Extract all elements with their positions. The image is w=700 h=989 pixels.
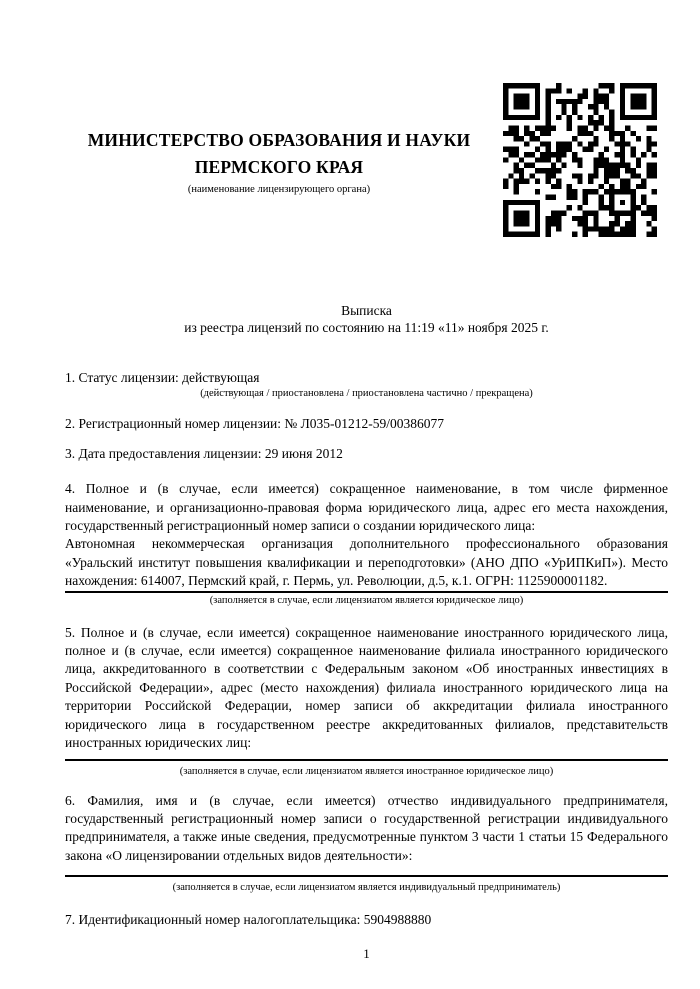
document-title-block xyxy=(65,302,668,336)
item-individual-entrepreneur xyxy=(65,792,668,895)
foreign-entity-fill-line xyxy=(65,753,668,761)
taxpayer-number-text: 7. Идентификационный номер налогоплательщика: 5904988880 xyxy=(65,912,432,928)
legal-entity-note: (заполняется в случае, если лицензиатом является юридическое лицо) xyxy=(209,594,524,606)
document-title: Выписка xyxy=(341,303,392,318)
ministry-name xyxy=(63,127,495,181)
item-license-date xyxy=(65,445,668,463)
ministry-name-line1: МИНИСТЕРСТВО ОБРАЗОВАНИЯ И НАУКИ xyxy=(87,130,471,150)
document-subtitle: из реестра лицензий по состоянию на 11:19 «11» ноября 2025 г. xyxy=(184,320,549,335)
legal-entity-value: Автономная некоммерческая организация дополнительного профессионального образования «Уральский институт повышения квалификации и переподготовки» (АНО ДПО «УрИПКиП»). Место нахождения: 614007, Пермский край, г. Пермь, ул. Революции, д.5, к.1. ОГРН: 1125900001182. xyxy=(65,535,668,592)
page-number: 1 xyxy=(363,945,370,961)
ministry-name-line2: ПЕРМСКОГО КРАЯ xyxy=(194,157,364,177)
individual-entrepreneur-note: (заполняется в случае, если лицензиатом является индивидуальный предприниматель) xyxy=(172,882,561,894)
item-registration-number xyxy=(65,415,668,433)
foreign-entity-note: (заполняется в случае, если лицензиатом является иностранное юридическое лицо) xyxy=(179,765,554,777)
foreign-entity-label: 5. Полное и (в случае, если имеется) сокращенное наименование иностранного юридического лица, полное и (в случае, если имеется) сокращенное наименование филиала иностранного юридического лица, аккредитованного в соответствии с Федеральным законом «Об иностранных инвестициях в Российской Федерации», адрес (место нахождения) филиала иностранного юридического лица на территории Российской Федерации, номер записи об аккредитации филиала иностранного юридического лица в государственном реестре аккредитованных филиалов, представительств иностранных юридических лиц: xyxy=(65,624,668,751)
license-date-text: 3. Дата предоставления лицензии: 29 июня 2012 xyxy=(65,445,343,461)
license-status-note: (действующая / приостановлена / приостановлена частично / прекращена) xyxy=(200,388,533,400)
license-status-text: 1. Статус лицензии: действующая xyxy=(65,370,260,385)
individual-entrepreneur-label: 6. Фамилия, имя и (в случае, если имеется) отчество индивидуального предпринимателя, государственный регистрационный номер записи о государственной регистрации индивидуального предпринимателя, а также иные сведения, предусмотренные пунктом 3 части 1 статьи 15 Федерального закона «О лицензировании отдельных видов деятельности»: xyxy=(65,792,668,863)
item-legal-entity xyxy=(65,480,668,606)
licensing-authority-block xyxy=(63,127,495,196)
item-license-status xyxy=(65,369,668,400)
item-taxpayer-number xyxy=(65,911,668,929)
individual-entrepreneur-fill-line xyxy=(65,865,668,877)
legal-entity-label: 4. Полное и (в случае, если имеется) сокращенное наименование, в том числе фирменное наименование, и организационно-правовая форма юридического лица, адрес его места нахождения, государственный регистрационный номер записи о создании юридического лица: xyxy=(65,481,668,534)
item-foreign-entity xyxy=(65,624,668,778)
document-body xyxy=(65,238,668,962)
qr-code xyxy=(503,83,657,237)
registration-number-text: 2. Регистрационный номер лицензии: № Л035-01212-59/00386077 xyxy=(65,416,445,432)
licensing-authority-caption: (наименование лицензирующего органа) xyxy=(187,184,371,195)
document-header xyxy=(0,83,700,238)
